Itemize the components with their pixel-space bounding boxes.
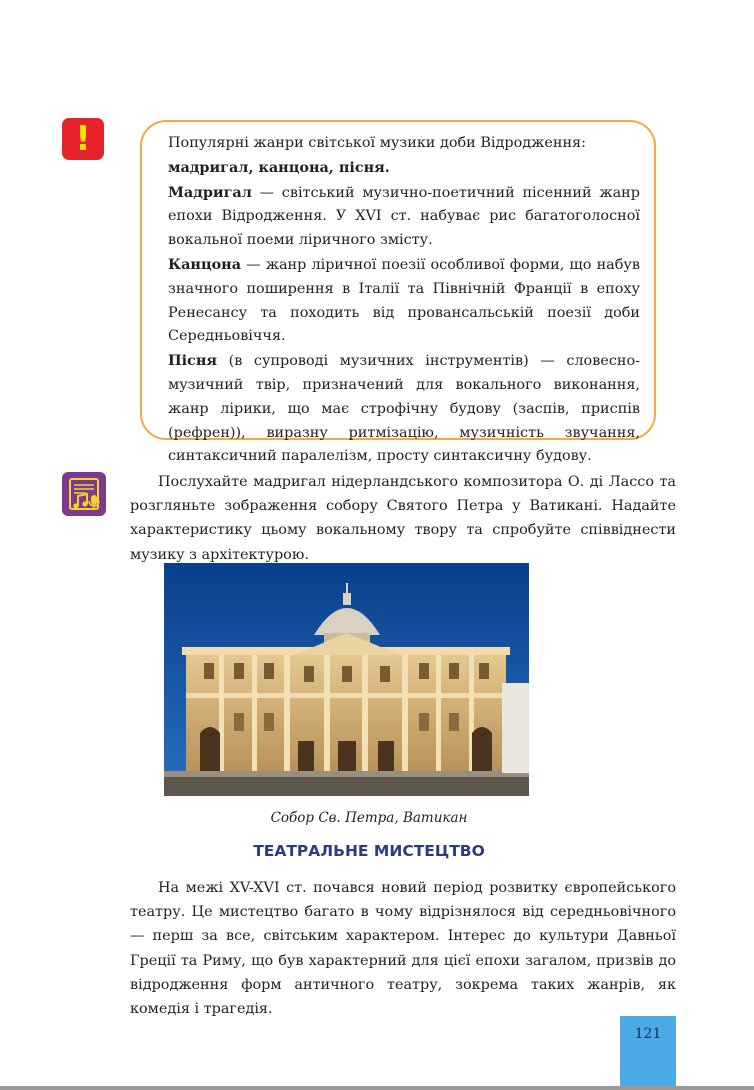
madrigal-text: — світський музично-поетичний пісенний жанр епохи Відродження. У XVI ст. набуває рис багатоголосної вокальної поеми ліричного змісту. xyxy=(168,184,640,249)
section-paragraph: На межі XV-XVI ст. почався новий період розвитку європейського театру. Це мистецтво багато в чому відрізнялося від середньовічного — перш за все, світським характером. Інтерес до культури Давньої Греції та Риму, що був характерний для цієї епохи загалом, призвів до відродження форм античного театру, зокрема таких жанрів, як комедія і трагедія. xyxy=(130,880,676,1018)
canzona-text: — жанр ліричної поезії особливої форми, що набув значного поширення в Італії та Північній Франції в епоху Ренесансу та походить від провансальській поезії доби Середньовіччя. xyxy=(168,256,640,345)
canzona-term: Канцона xyxy=(168,255,242,273)
genres-intro xyxy=(168,132,640,181)
song-term: Пісня xyxy=(168,352,217,370)
section-title: ТЕАТРАЛЬНЕ МИСТЕЦТВО xyxy=(253,842,485,860)
song-definition xyxy=(168,349,640,469)
listening-task: Послухайте мадригал нідерландського композитора О. ді Лассо та розгляньте зображення собору Святого Петра у Ватикані. Надайте характеристику цьому вокальному твору та спробуйте співвіднести музику з архітектурою. xyxy=(130,474,676,563)
page-number: 121 xyxy=(620,1016,676,1090)
madrigal-definition xyxy=(168,181,640,253)
exclamation-icon xyxy=(62,118,104,160)
photo-caption: Собор Св. Петра, Ватикан xyxy=(270,810,468,826)
genres-list: мадригал, канцона, пісня. xyxy=(168,158,390,176)
madrigal-term: Мадригал xyxy=(168,183,252,201)
canzona-definition xyxy=(168,253,640,349)
song-text: (в супроводі музичних інструментів) — словесно-музичний твір, призначений для вокального виконання, жанр лірики, що має строфічну будову (заспів, приспів (рефрен)), виразну ритмізацію, музичність звучання, синтаксичний паралелізм, просту синтаксичну будову. xyxy=(168,353,640,465)
page-bottom-edge xyxy=(0,1086,754,1090)
genres-info-box xyxy=(140,120,656,465)
st-peters-basilica-photo xyxy=(164,563,529,796)
exclamation-mark: ! xyxy=(75,119,91,159)
music-listen-icon xyxy=(62,472,106,516)
intro-text: Популярні жанри світської музики доби Відродження: xyxy=(168,135,586,151)
